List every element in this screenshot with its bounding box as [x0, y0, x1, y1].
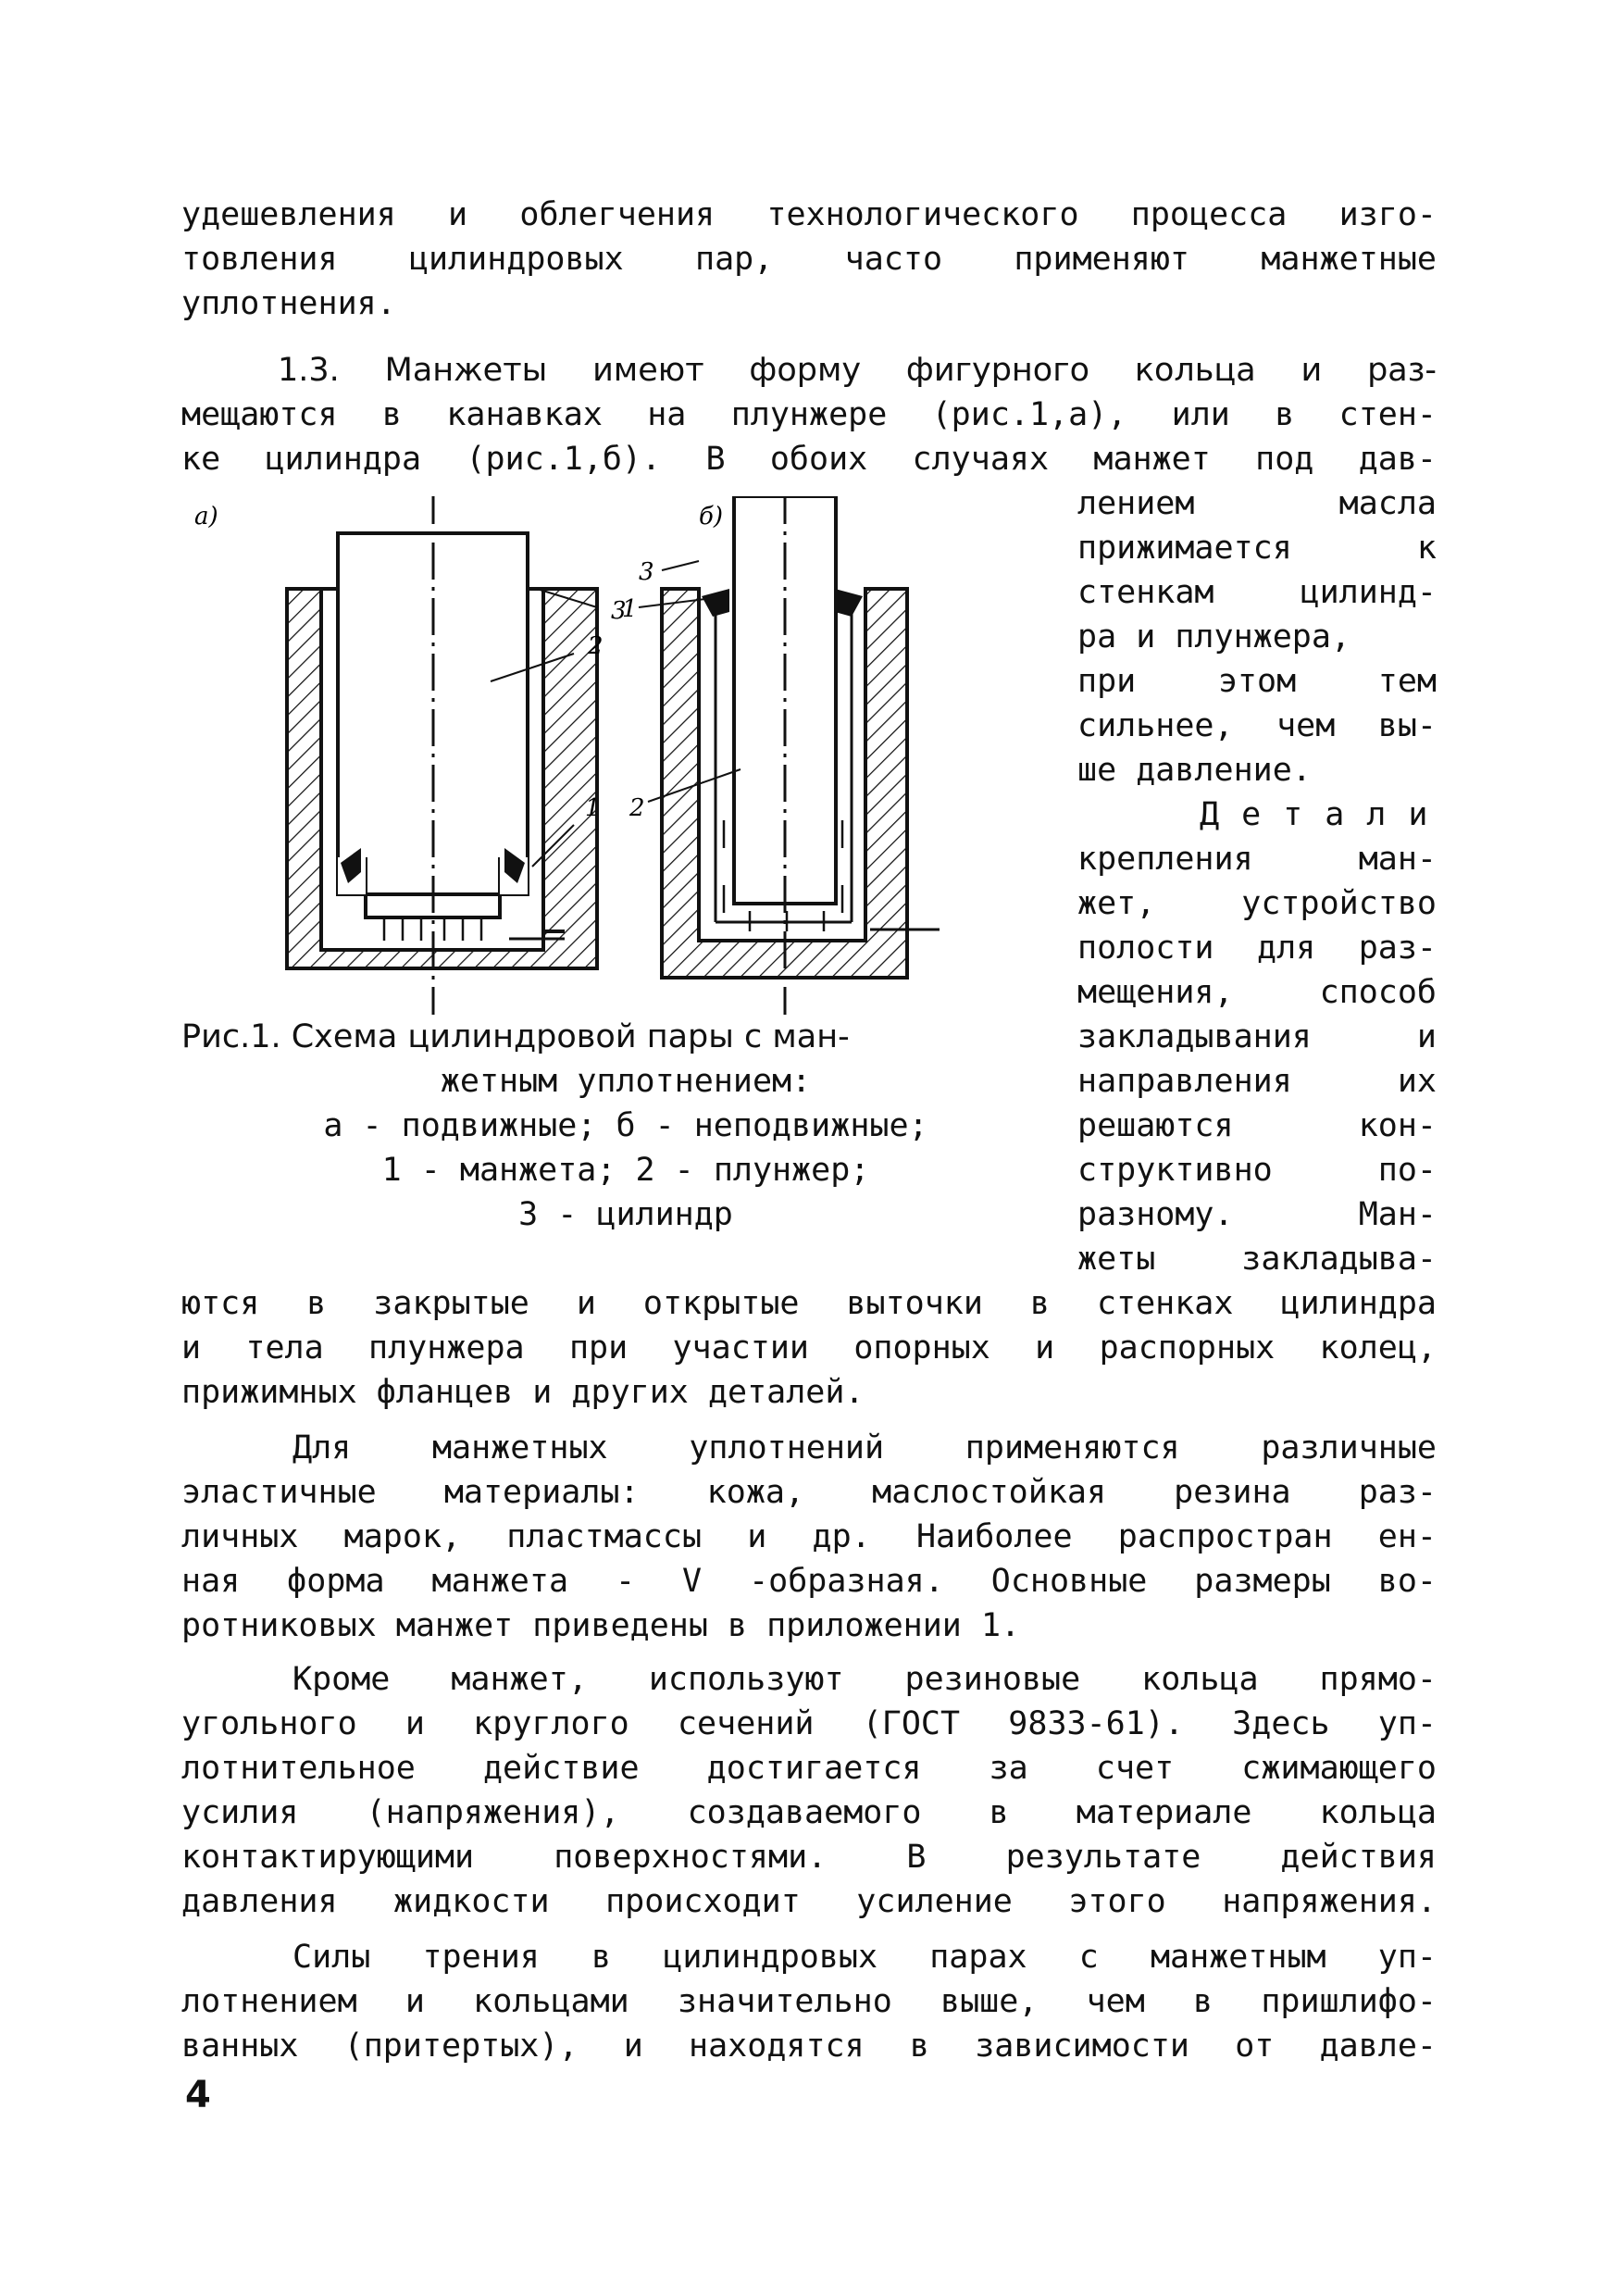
- side-line-13: закладывания и: [1077, 1018, 1437, 1055]
- side-line-3: стенкам цилинд-: [1077, 574, 1437, 611]
- side-line-8: Детали: [1200, 796, 1450, 833]
- materials-line-1: Для манжетных уплотнений применяются различные: [292, 1429, 1437, 1466]
- after-figure-line-1: ются в закрытые и открытые выточки в стенках цилиндра: [181, 1285, 1437, 1322]
- figure-b-callout-1: 1: [622, 595, 638, 623]
- figure-a-callout-3: 3: [611, 597, 627, 625]
- materials-line-2: эластичные материалы: кожа, маслостойкая резина раз-: [181, 1474, 1437, 1511]
- rings-line-5: контактирующими поверхностями. В результате действия: [181, 1839, 1437, 1876]
- cylinder-pair-figure: [176, 496, 1064, 1024]
- after-figure-line-2: и тела плунжера при участии опорных и распорных колец,: [181, 1329, 1437, 1366]
- rings-line-1: Кроме манжет, используют резиновые кольца прямо-: [292, 1661, 1437, 1698]
- caption-line-5: 3 - цилиндр: [518, 1196, 733, 1233]
- caption-line-2: жетным уплотнением:: [440, 1063, 812, 1100]
- side-line-16: структивно по-: [1077, 1152, 1437, 1189]
- side-line-11: полости для раз-: [1077, 930, 1437, 967]
- figure-b-label: б): [699, 503, 724, 530]
- side-line-12: мещения, способ: [1077, 974, 1437, 1011]
- intro-line-1: удешевления и облегчения технологического процесса изго-: [181, 196, 1437, 233]
- figure-a-label: а): [194, 503, 218, 530]
- side-line-6: сильнее, чем вы-: [1077, 707, 1437, 744]
- materials-line-3: личных марок, пластмассы и др. Наиболее распростран ен-: [181, 1518, 1437, 1555]
- figure-a-callout-1: 1: [585, 794, 601, 822]
- caption-line-3: а - подвижные; б - неподвижные;: [323, 1107, 928, 1144]
- rings-line-3: лотнительное действие достигается за счет сжимающего: [181, 1750, 1437, 1787]
- side-line-14: направления их: [1077, 1063, 1437, 1100]
- materials-line-5: ротниковых манжет приведены в приложении 1.: [181, 1607, 1021, 1644]
- section-1-3-line-3: ке цилиндра (рис.1,б). В обоих случаях манжет под дав-: [181, 441, 1437, 478]
- figure-b-callout-2: 2: [629, 794, 645, 822]
- figure-a-callout-2: 2: [588, 632, 604, 660]
- intro-line-2: товления цилиндровых пар, часто применяют манжетные: [181, 241, 1437, 278]
- caption-line-1: Рис.1. Схема цилиндровой пары с ман-: [181, 1018, 850, 1055]
- side-line-10: жет, устройство: [1077, 885, 1437, 922]
- friction-line-1: Силы трения в цилиндровых парах с манжетным уп-: [292, 1939, 1437, 1976]
- figure-b-diagram: [639, 496, 940, 1015]
- side-line-17: разному. Ман-: [1077, 1196, 1437, 1233]
- rings-line-2: угольного и круглого сечений (ГОСТ 9833-61). Здесь уп-: [181, 1705, 1437, 1742]
- side-line-9: крепления ман-: [1077, 841, 1437, 878]
- materials-line-4: ная форма манжета - V -образная. Основные размеры во-: [181, 1563, 1437, 1600]
- section-1-3-line-2: мещаются в канавках на плунжере (рис.1,а), или в стен-: [181, 396, 1437, 433]
- after-figure-line-3: прижимных фланцев и других деталей.: [181, 1374, 865, 1411]
- figure-b-callout-3: 3: [639, 558, 654, 586]
- caption-line-4: 1 - манжета; 2 - плунжер;: [381, 1152, 870, 1189]
- side-line-7: ше давление.: [1077, 752, 1312, 789]
- page-number: 4: [185, 2074, 211, 2116]
- side-line-5: при этом тем: [1077, 663, 1437, 700]
- intro-line-3: уплотнения.: [181, 285, 396, 322]
- side-line-18: жеты закладыва-: [1077, 1241, 1437, 1278]
- figure-a-diagram: [287, 496, 597, 1015]
- side-line-4: ра и плунжера,: [1077, 618, 1351, 655]
- friction-line-2: лотнением и кольцами значительно выше, чем в пришлифо-: [181, 1983, 1437, 2020]
- rings-line-4: усилия (напряжения), создаваемого в материале кольца: [181, 1794, 1437, 1831]
- rings-line-6: давления жидкости происходит усиление этого напряжения.: [181, 1883, 1437, 1920]
- friction-line-3: ванных (притертых), и находятся в зависимости от давле-: [181, 2028, 1437, 2065]
- side-line-1: лением масла: [1077, 485, 1437, 522]
- side-line-15: решаются кон-: [1077, 1107, 1437, 1144]
- side-line-2: прижимается к: [1077, 530, 1437, 567]
- section-1-3-line-1: 1.3. Манжеты имеют форму фигурного кольца и раз-: [278, 352, 1437, 389]
